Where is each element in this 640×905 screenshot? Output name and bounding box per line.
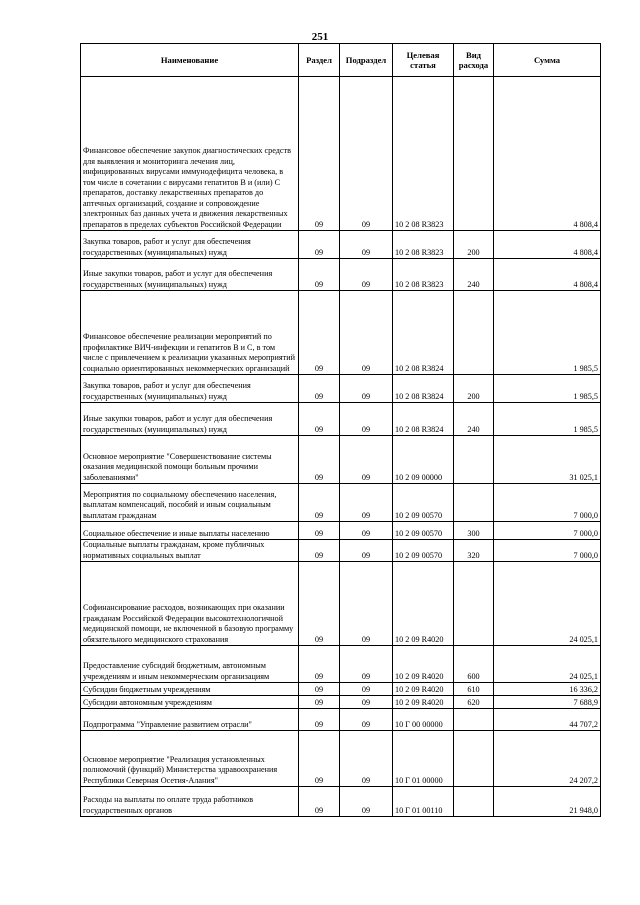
row-expense-type (454, 77, 494, 231)
table-row (81, 375, 601, 403)
table-row (81, 436, 601, 484)
row-target: 10 Г 01 00000 (393, 731, 454, 787)
table-row (81, 484, 601, 522)
table-header-row (81, 44, 601, 77)
row-name: Предоставление субсидий бюджетным, автономным учреждениям и иным некоммерческим организациям (81, 646, 299, 683)
header-amount: Сумма (494, 44, 601, 77)
row-section: 09 (299, 522, 340, 540)
row-amount: 31 025,1 (494, 436, 601, 484)
header-expense-type: Вид расхода (454, 44, 494, 77)
row-name: Финансовое обеспечение закупок диагностических средств для выявления и мониторинга лечения лиц, инфицированных вирусами иммунодефицита человека, в том числе в сочетании с вирусами гепатитов В и (или) С препаратов, доставку лекарственных препаратов до аптечных организаций, создание и сопровождение электронных баз данных учета и движения лекарственных препаратов в пределах субъектов Российской Федерации (81, 77, 299, 231)
table-row (81, 787, 601, 817)
row-subsection: 09 (340, 562, 393, 646)
row-amount: 7 000,0 (494, 484, 601, 522)
row-expense-type (454, 436, 494, 484)
row-name: Закупка товаров, работ и услуг для обеспечения государственных (муниципальных) нужд (81, 375, 299, 403)
row-subsection: 09 (340, 540, 393, 562)
row-name: Иные закупки товаров, работ и услуг для обеспечения государственных (муниципальных) нужд (81, 259, 299, 291)
row-amount: 4 808,4 (494, 77, 601, 231)
row-subsection: 09 (340, 375, 393, 403)
row-amount: 24 025,1 (494, 562, 601, 646)
row-target: 10 Г 00 00000 (393, 709, 454, 731)
row-subsection: 09 (340, 522, 393, 540)
row-name: Основное мероприятие "Реализация установленных полномочий (функций) Министерства здравоохранения Республики Северная Осетия-Алания" (81, 731, 299, 787)
row-subsection: 09 (340, 231, 393, 259)
row-amount: 1 985,5 (494, 291, 601, 375)
row-amount: 7 000,0 (494, 522, 601, 540)
row-section: 09 (299, 403, 340, 436)
row-expense-type: 200 (454, 375, 494, 403)
row-amount: 4 808,4 (494, 231, 601, 259)
header-section: Раздел (299, 44, 340, 77)
row-name: Закупка товаров, работ и услуг для обеспечения государственных (муниципальных) нужд (81, 231, 299, 259)
table-row (81, 77, 601, 231)
row-target: 10 2 08 R3823 (393, 259, 454, 291)
table-row (81, 696, 601, 709)
row-target: 10 2 08 R3823 (393, 231, 454, 259)
header-target: Целевая статья (393, 44, 454, 77)
row-subsection: 09 (340, 291, 393, 375)
row-name: Иные закупки товаров, работ и услуг для обеспечения государственных (муниципальных) нужд (81, 403, 299, 436)
row-subsection: 09 (340, 709, 393, 731)
row-name: Социальные выплаты гражданам, кроме публичных нормативных социальных выплат (81, 540, 299, 562)
table-row (81, 683, 601, 696)
row-target: 10 2 09 R4020 (393, 646, 454, 683)
row-section: 09 (299, 709, 340, 731)
page-number: 251 (311, 31, 329, 43)
row-name: Субсидии автономным учреждениям (81, 696, 299, 709)
row-subsection: 09 (340, 259, 393, 291)
row-target: 10 2 09 00570 (393, 522, 454, 540)
row-expense-type (454, 787, 494, 817)
row-section: 09 (299, 696, 340, 709)
row-target: 10 2 09 R4020 (393, 696, 454, 709)
row-subsection: 09 (340, 683, 393, 696)
table-row (81, 259, 601, 291)
row-section: 09 (299, 683, 340, 696)
row-subsection: 09 (340, 403, 393, 436)
row-section: 09 (299, 231, 340, 259)
row-expense-type: 300 (454, 522, 494, 540)
row-section: 09 (299, 375, 340, 403)
row-name: Расходы на выплаты по оплате труда работников государственных органов (81, 787, 299, 817)
table-body (81, 77, 601, 817)
row-expense-type: 320 (454, 540, 494, 562)
row-amount: 16 336,2 (494, 683, 601, 696)
row-section: 09 (299, 787, 340, 817)
row-section: 09 (299, 646, 340, 683)
row-target: 10 2 08 R3824 (393, 403, 454, 436)
row-expense-type: 600 (454, 646, 494, 683)
row-name: Основное мероприятие "Совершенствование системы оказания медицинской помощи больным прочими заболеваниями" (81, 436, 299, 484)
header-name: Наименование (81, 44, 299, 77)
row-subsection: 09 (340, 436, 393, 484)
row-subsection: 09 (340, 787, 393, 817)
row-amount: 1 985,5 (494, 375, 601, 403)
table-row (81, 562, 601, 646)
row-amount: 4 808,4 (494, 259, 601, 291)
table-row (81, 403, 601, 436)
table-row (81, 709, 601, 731)
table-row (81, 540, 601, 562)
row-target: 10 Г 01 00110 (393, 787, 454, 817)
row-section: 09 (299, 291, 340, 375)
row-section: 09 (299, 259, 340, 291)
table-row (81, 291, 601, 375)
row-section: 09 (299, 731, 340, 787)
row-section: 09 (299, 540, 340, 562)
row-name: Социальное обеспечение и иные выплаты населению (81, 522, 299, 540)
row-name: Софинансирование расходов, возникающих при оказании гражданам Российской Федерации высокотехнологичной медицинской помощи, не включенной в базовую программу обязательного медицинского страхования (81, 562, 299, 646)
row-section: 09 (299, 77, 340, 231)
row-section: 09 (299, 484, 340, 522)
row-subsection: 09 (340, 484, 393, 522)
row-expense-type: 240 (454, 403, 494, 436)
row-target: 10 2 09 R4020 (393, 683, 454, 696)
table-row (81, 731, 601, 787)
row-subsection: 09 (340, 696, 393, 709)
row-target: 10 2 09 00000 (393, 436, 454, 484)
row-name: Субсидии бюджетным учреждениям (81, 683, 299, 696)
row-subsection: 09 (340, 646, 393, 683)
row-amount: 1 985,5 (494, 403, 601, 436)
row-expense-type (454, 484, 494, 522)
row-expense-type: 200 (454, 231, 494, 259)
row-amount: 7 000,0 (494, 540, 601, 562)
row-amount: 7 688,9 (494, 696, 601, 709)
row-subsection: 09 (340, 77, 393, 231)
row-amount: 24 207,2 (494, 731, 601, 787)
row-expense-type: 610 (454, 683, 494, 696)
row-section: 09 (299, 436, 340, 484)
row-target: 10 2 08 R3823 (393, 77, 454, 231)
row-expense-type (454, 562, 494, 646)
row-target: 10 2 09 R4020 (393, 562, 454, 646)
row-amount: 44 707,2 (494, 709, 601, 731)
row-subsection: 09 (340, 731, 393, 787)
row-name: Мероприятия по социальному обеспечению населения, выплатам компенсаций, пособий и иным социальным выплатам гражданам (81, 484, 299, 522)
row-expense-type: 240 (454, 259, 494, 291)
row-name: Финансовое обеспечение реализации мероприятий по профилактике ВИЧ-инфекции и гепатитов В и С, в том числе с привлечением к реализации указанных мероприятий социально ориентированных некоммерческих организаций (81, 291, 299, 375)
budget-table (80, 43, 601, 817)
row-target: 10 2 09 00570 (393, 540, 454, 562)
row-expense-type: 620 (454, 696, 494, 709)
row-target: 10 2 09 00570 (393, 484, 454, 522)
row-expense-type (454, 709, 494, 731)
row-target: 10 2 08 R3824 (393, 375, 454, 403)
row-section: 09 (299, 562, 340, 646)
row-target: 10 2 08 R3824 (393, 291, 454, 375)
row-expense-type (454, 291, 494, 375)
row-amount: 21 948,0 (494, 787, 601, 817)
row-name: Подпрограмма "Управление развитием отрасли" (81, 709, 299, 731)
row-expense-type (454, 731, 494, 787)
table-row (81, 646, 601, 683)
header-subsection: Подраздел (340, 44, 393, 77)
table-row (81, 522, 601, 540)
table-row (81, 231, 601, 259)
row-amount: 24 025,1 (494, 646, 601, 683)
